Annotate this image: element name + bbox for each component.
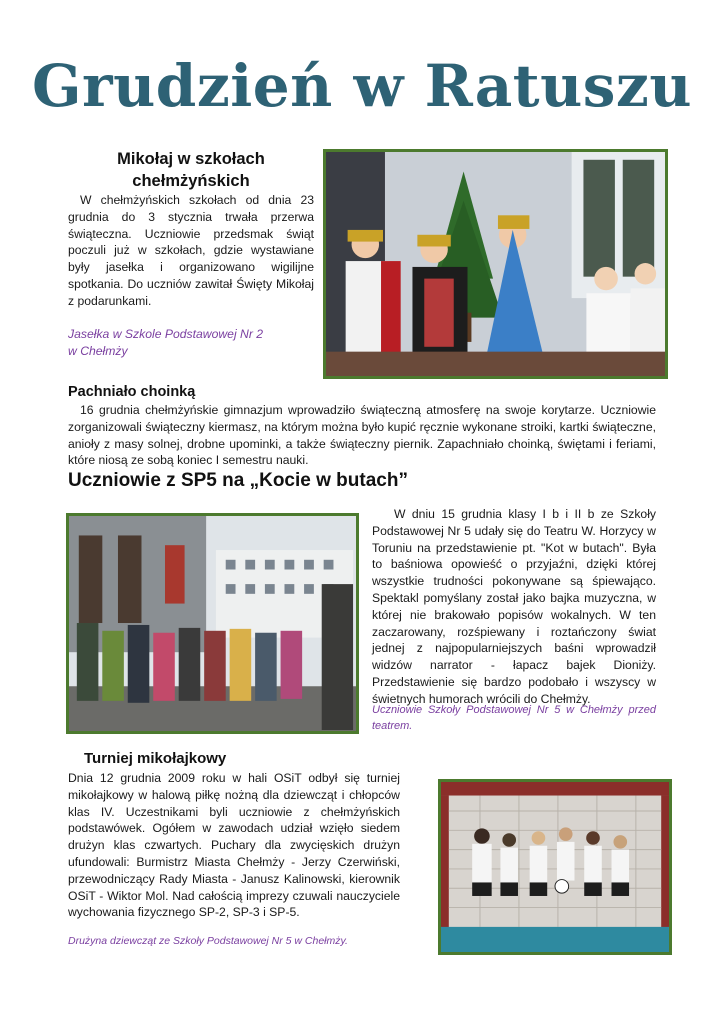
section3-heading: Uczniowie z SP5 na „Kocie w butach”: [68, 470, 408, 491]
section1-caption-line1: Jasełka w Szkole Podstawowej Nr 2: [68, 327, 264, 341]
section1-caption-line2: w Chełmży: [68, 344, 128, 358]
section3-caption: Uczniowie Szkoły Podstawowej Nr 5 w Chełmży przed teatrem.: [372, 704, 656, 732]
section2-heading: Pachniało choinką: [68, 384, 196, 400]
theatre-trip-photo: [66, 513, 359, 734]
section1-caption: [68, 326, 308, 360]
girls-football-team-photo: [438, 779, 672, 955]
section4-caption: Drużyna dziewcząt ze Szkoły Podstawowej Nr 5 w Chełmży.: [68, 935, 348, 947]
section3-body: W dniu 15 grudnia klasy I b i II b ze Szkoły Podstawowej Nr 5 udały się do Teatru W. Horzycy w Toruniu na przedstawienie pt. "Kot w butach". Była to baśniowa opowieść o przyjaźni, dzięki której wszystkie trudności pokonywane są śpiewająco. Spektakl pomyślany został jako bajka muzyczna, w której nie brakowało popisów wokalnych. W ten zaczarowany, rozśpiewany i roztańczony świat jednej z najpopularniejszych baśni wprowadził widzów narrator - łapacz bajek Dioniży. Przedstawienie się bardzo podobało i wszyscy w świetnych humorach wrócili do Chełmży.: [372, 507, 656, 706]
section1-heading-line2: chełmżyńskich: [132, 172, 250, 190]
section1-body: W chełmżyńskich szkołach od dnia 23 grudnia do 3 stycznia trwała przerwa świąteczna. Uczniowie przedsmak świąt poczuli już w szkołach, gdzie wystawiane były jasełka i organizowano wigilijne spotkania. Do uczniów zawitał Święty Mikołaj z podarunkami.: [68, 193, 314, 308]
section4-body: Dnia 12 grudnia 2009 roku w hali OSiT odbył się turniej mikołajkowy w halową piłkę nożną dla dziewcząt i chłopców klas IV. Uczestnikami byli uczniowie z chełmżyńskich podstawówek. Ogółem w zawodach udział wzięło siedem drużyn klas czwartych. Puchary dla zwycięskich drużyn ufundowali: Burmistrz Miasta Chełmży - Jerzy Czerwiński, przewodniczący Rady Miasta - Janusz Kalinowski, kierownik OSiT - Wiktor Mol. Nad całością imprezy czuwali nauczyciele wychowania fizycznego SP-2, SP-3 i SP-5.: [68, 771, 400, 920]
page-title: Grudzień w Ratuszu: [32, 52, 692, 120]
section1-heading-line1: Mikołaj w szkołach: [117, 150, 265, 168]
section2-body: 16 grudnia chełmżyńskie gimnazjum wprowadziło świąteczną atmosferę na swoje korytarze. Uczniowie zorganizowali świąteczny kiermasz, na którym można było kupić ręcznie wykonane stroiki, kartki świąteczne, anioły z masy solnej, drobne upominki, a także świąteczny piernik. Zapachniało choinką, świętami i feriami, które niosą ze sobą koniec I semestru nauki.: [68, 403, 656, 468]
nativity-play-photo: [323, 149, 668, 379]
section1-heading: [72, 148, 310, 192]
section4-heading: Turniej mikołajkowy: [84, 750, 227, 767]
